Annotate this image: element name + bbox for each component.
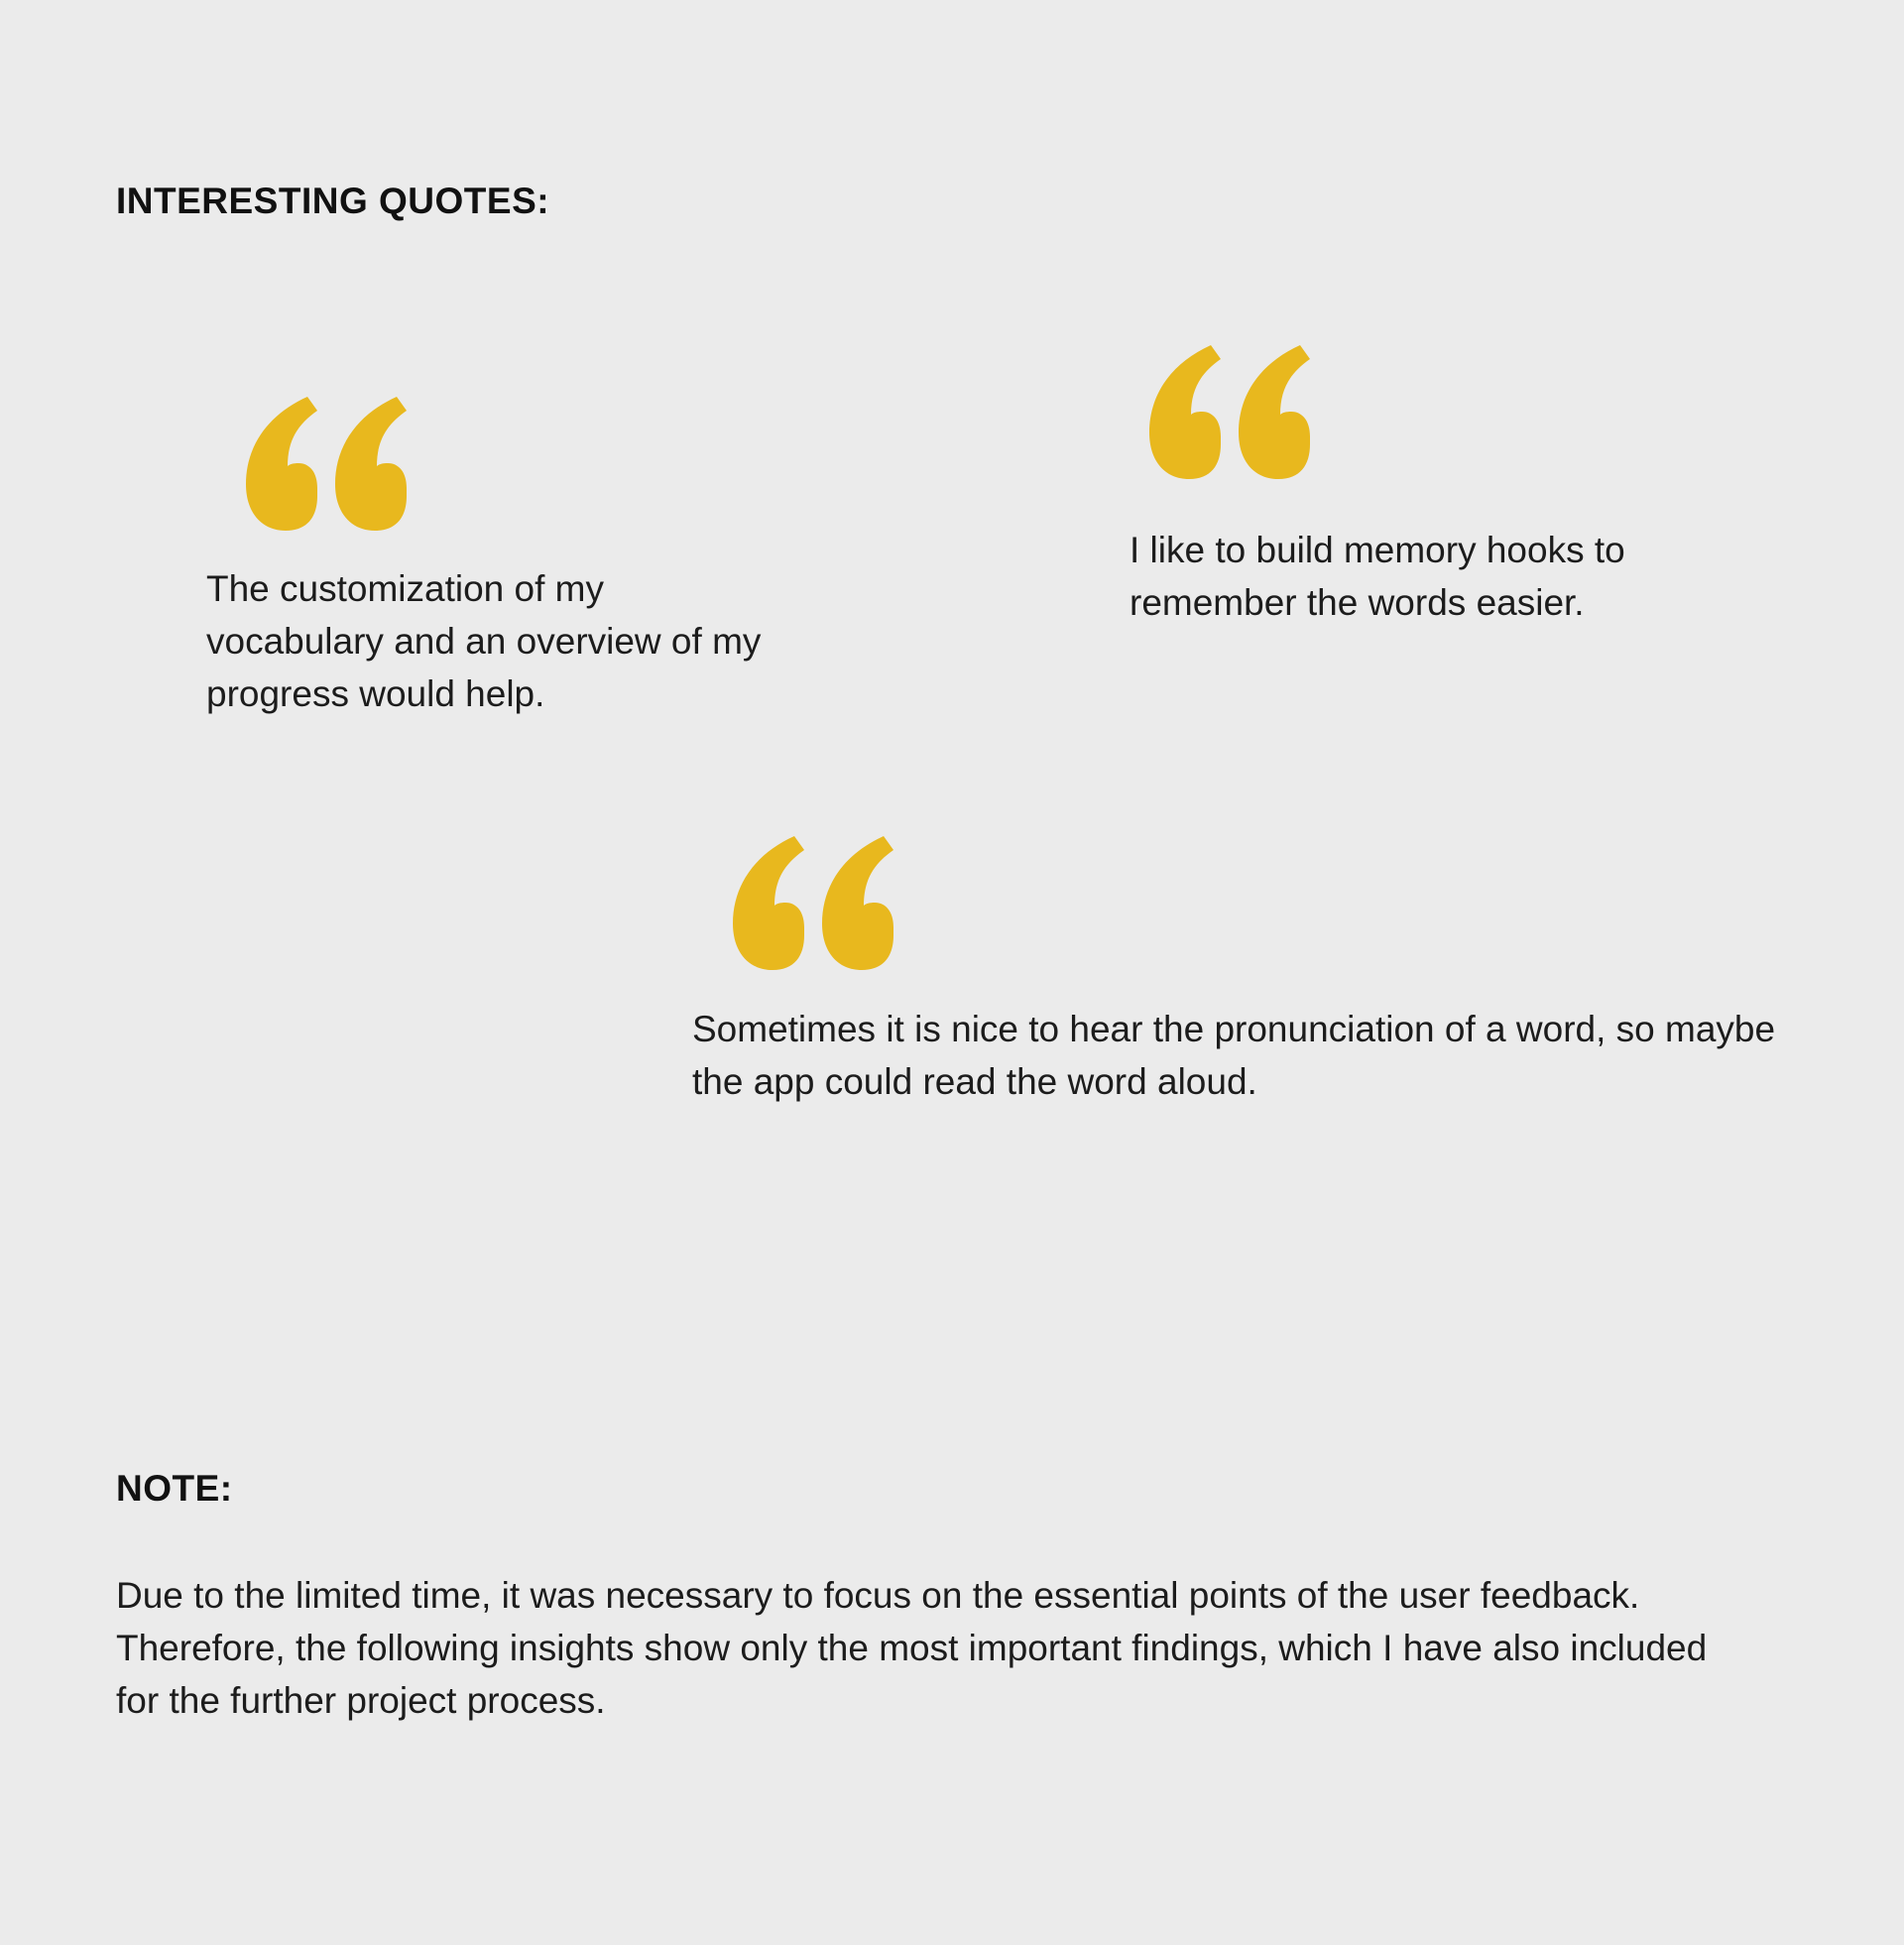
quote-mark-icon [246, 397, 407, 531]
quote-text: The customization of my vocabulary and an overview of my progress would help. [206, 568, 762, 714]
quote-text: I like to build memory hooks to remember the words easier. [1130, 530, 1625, 623]
quote-text: Sometimes it is nice to hear the pronunciation of a word, so maybe the app could read the word aloud. [692, 1009, 1776, 1102]
quote-mark-icon [733, 836, 893, 970]
quotes-heading: INTERESTING QUOTES: [116, 181, 550, 221]
quote-mark-icon [1149, 345, 1310, 479]
note-heading: NOTE: [116, 1468, 233, 1509]
note-text: Due to the limited time, it was necessary to focus on the essential points of the user feedback. Therefore, the following insights show only the most important findings, which I have also included for the further project process. [116, 1575, 1708, 1721]
